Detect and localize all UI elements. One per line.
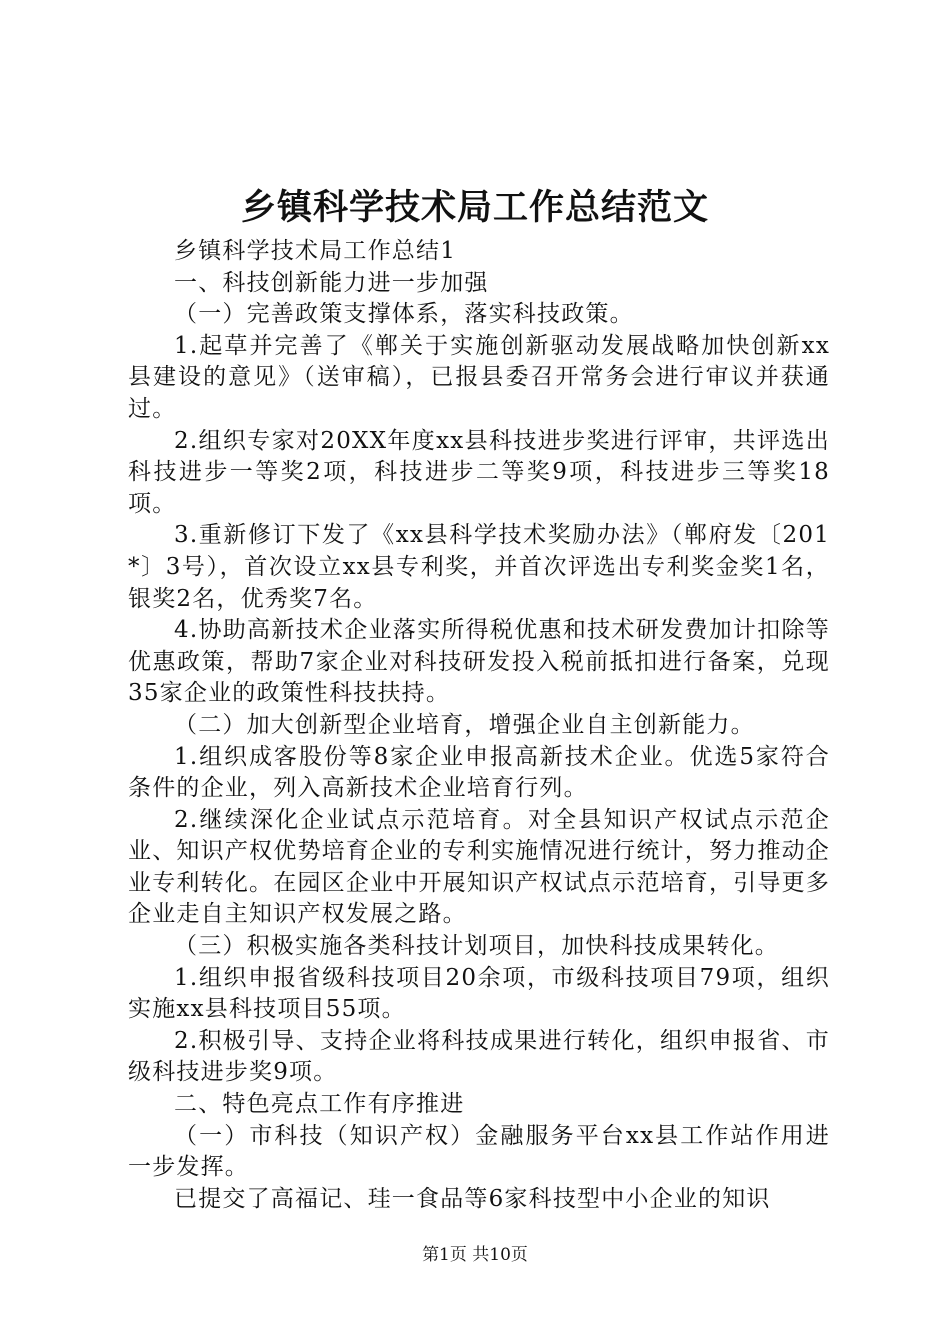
paragraph: 4.协助高新技术企业落实所得税优惠和技术研发费加计扣除等优惠政策，帮助7家企业对科技研发投入税前抵扣进行备案，兑现35家企业的政策性科技扶持。 bbox=[128, 617, 830, 707]
paragraph: 3.重新修订下发了《xx县科学技术奖励办法》（郸府发〔201*〕3号），首次设立xx县专利奖，并首次评选出专利奖金奖1名，银奖2名，优秀奖7名。 bbox=[128, 522, 830, 612]
subsection-heading: （一）市科技（知识产权）金融服务平台xx县工作站作用进一步发挥。 bbox=[128, 1122, 830, 1181]
paragraph: 1.组织成客股份等8家企业申报高新技术企业。优选5家符合条件的企业，列入高新技术企业培育行列。 bbox=[128, 743, 830, 802]
paragraph: 2.积极引导、支持企业将科技成果进行转化，组织申报省、市级科技进步奖9项。 bbox=[128, 1027, 830, 1086]
paragraph: 1.起草并完善了《郸关于实施创新驱动发展战略加快创新xx县建设的意见》（送审稿），已报县委召开常务会进行审议并获通过。 bbox=[128, 332, 830, 422]
paragraph: 2.组织专家对20XX年度xx县科技进步奖进行评审，共评选出科技进步一等奖2项，科技进步二等奖9项，科技进步三等奖18项。 bbox=[128, 427, 830, 517]
paragraph: 乡镇科学技术局工作总结1 bbox=[174, 238, 457, 264]
section-heading: 一、科技创新能力进一步加强 bbox=[174, 269, 489, 296]
subsection-heading: （一）完善政策支撑体系，落实科技政策。 bbox=[174, 301, 634, 328]
subsection-heading: （二）加大创新型企业培育，增强企业自主创新能力。 bbox=[174, 711, 755, 738]
page-footer: 第1页 共10页 bbox=[422, 1245, 528, 1265]
document-body bbox=[128, 236, 830, 1215]
paragraph: 已提交了高福记、珪一食品等6家科技型中小企业的知识 bbox=[174, 1185, 771, 1212]
paragraph: 1.组织申报省级科技项目20余项，市级科技项目79项，组织实施xx县科技项目55项。 bbox=[128, 964, 830, 1023]
section-heading: 二、特色亮点工作有序推进 bbox=[174, 1091, 465, 1118]
document-title: 乡镇科学技术局工作总结范文 bbox=[240, 187, 709, 228]
paragraph: 2.继续深化企业试点示范培育。对全县知识产权试点示范企业、知识产权优势培育企业的专利实施情况进行统计，努力推动企业专利转化。在园区企业中开展知识产权试点示范培育，引导更多企业走自主知识产权发展之路。 bbox=[128, 806, 830, 928]
subsection-heading: （三）积极实施各类科技计划项目，加快科技成果转化。 bbox=[174, 933, 779, 960]
